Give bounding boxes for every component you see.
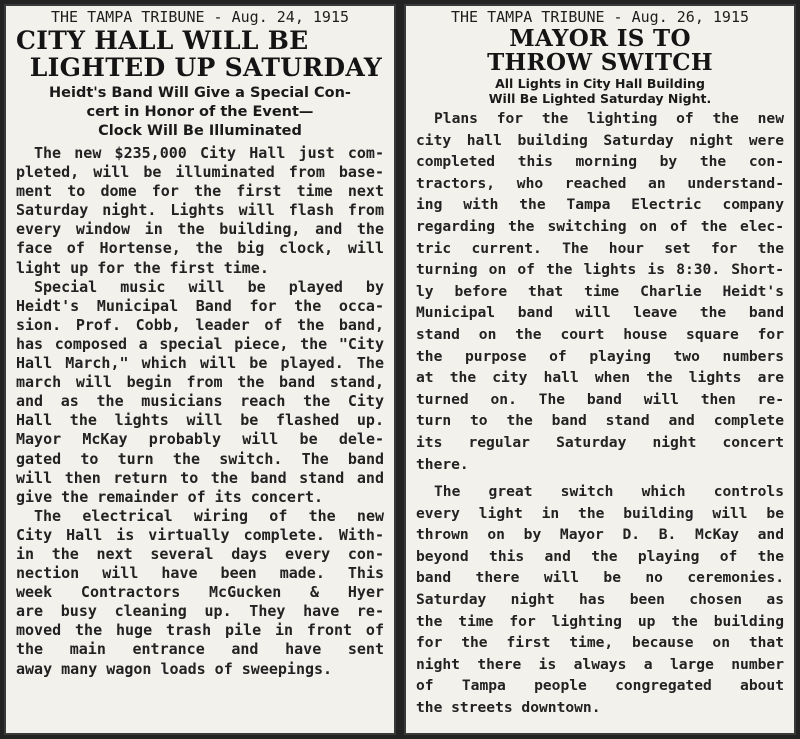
text-line: are busy cleaning up. They have re- [16,602,384,621]
text-line: week Contractors McGucken & Hyer [16,583,384,602]
text-line: The electrical wiring of the new [34,506,384,525]
text-line: tractors, who reached an understand- [416,174,784,192]
text-line: turn to the band stand and complete [416,412,784,430]
text-line: and as the musicians reach the City [16,392,384,411]
text-line: turned on. The band will then re- [416,390,784,408]
text-line: there. [416,455,469,473]
text-line: the main entrance and have sent [16,640,384,659]
text-line: The great switch which controls [434,483,784,501]
deck-line: Heidt's Band Will Give a Special Con- [49,85,351,101]
deck-line: Clock Will Be Illuminated [98,123,302,139]
text-line: Heidt's Municipal Band for the occa- [16,296,384,315]
text-line: Saturday night. Lights will flash from [16,201,384,220]
headline-line-1: MAYOR IS TO [509,25,691,52]
text-line: night there is always a large number [416,655,784,673]
text-line: ly before that time Charlie Heidt's [416,282,784,300]
text-line: Special music will be played by [34,277,384,296]
text-line: Plans for the lighting of the new [434,110,784,127]
article-paragraph [16,144,384,278]
text-line: gated to turn the switch. The band [16,449,384,468]
text-line: ing with the Tampa Electric company [416,196,784,214]
text-line: the time for lighting up the building [416,612,784,630]
text-line: face of Hortense, the big clock, will [16,239,384,258]
text-line: turning on of the lights is 8:30. Short- [416,261,784,279]
text-line: completed this morning by the con- [416,153,784,171]
clipping-aug-24 [4,4,396,735]
dateline: THE TAMPA TRIBUNE - Aug. 26, 1915 [450,8,749,26]
text-line: tric current. The hour set for the [416,239,784,257]
text-line: stand on the court house square for [416,325,784,343]
text-line: regarding the switching on of the elec- [416,217,784,235]
article-paragraph [416,108,784,475]
article-paragraph [416,481,784,719]
text-line: beyond this and the playing of the [416,547,784,565]
headline-line-2: THROW SWITCH [487,49,713,76]
text-line: The new $235,000 City Hall just com- [34,144,384,162]
text-line: every light in the building will be [416,504,784,522]
text-line: the streets downtown. [416,699,601,717]
clipping-aug-26 [404,4,796,735]
text-line: Mayor McKay probably will be dele- [16,430,384,449]
deck-line: All Lights in City Hall Building [495,76,705,91]
text-line: sion. Prof. Cobb, leader of the band, [16,315,384,334]
text-line: march will begin from the band stand, [16,373,384,392]
article-paragraph [16,278,384,507]
text-line: will then return to the band stand and [16,468,384,487]
deck [416,76,784,106]
text-line: the purpose of playing two numbers [416,347,784,365]
text-line: its regular Saturday night concert [416,433,784,451]
text-line: Municipal band will leave the band [416,304,784,322]
text-line: ment to dome for the first time next [16,182,384,201]
text-line: Saturday night has been chosen as [416,591,784,609]
text-line: pleted, will be illuminated from base- [16,163,384,182]
text-line: Hall the lights will be flashed up. [16,411,384,430]
text-line: give the remainder of its concert. [16,487,324,506]
text-line: thrown on by Mayor D. B. McKay and [416,526,784,544]
text-line: city hall building Saturday night were [416,131,784,149]
headline-line-2: LIGHTED UP SATURDAY [29,53,382,82]
headline-line-1: CITY HALL WILL BE [16,26,309,55]
deck-line: cert in Honor of the Event— [86,104,314,120]
text-line: at the city hall when the lights are [416,369,784,387]
text-line: away many wagon loads of sweepings. [16,659,333,678]
dateline: THE TAMPA TRIBUNE - Aug. 24, 1915 [50,8,349,26]
text-line: in the next several days every con- [16,544,384,563]
text-line: has composed a special piece, the "City [16,334,384,353]
text-line: moved the huge trash pile in front of [16,621,384,640]
deck [16,84,384,141]
text-line: for the first time, because on that [416,634,784,652]
text-line: City Hall is virtually complete. With- [16,525,384,544]
text-line: of Tampa people congregated about [416,677,784,695]
article-paragraph [16,507,384,679]
deck-line: Will Be Lighted Saturday Night. [488,91,712,106]
text-line: nection will have been made. This [16,564,384,583]
text-line: light up for the first time. [16,258,269,277]
text-line: every window in the building, and the [16,220,384,239]
text-line: Hall March," which will be played. The [16,354,384,373]
text-line: band there will be no ceremonies. [416,569,784,587]
